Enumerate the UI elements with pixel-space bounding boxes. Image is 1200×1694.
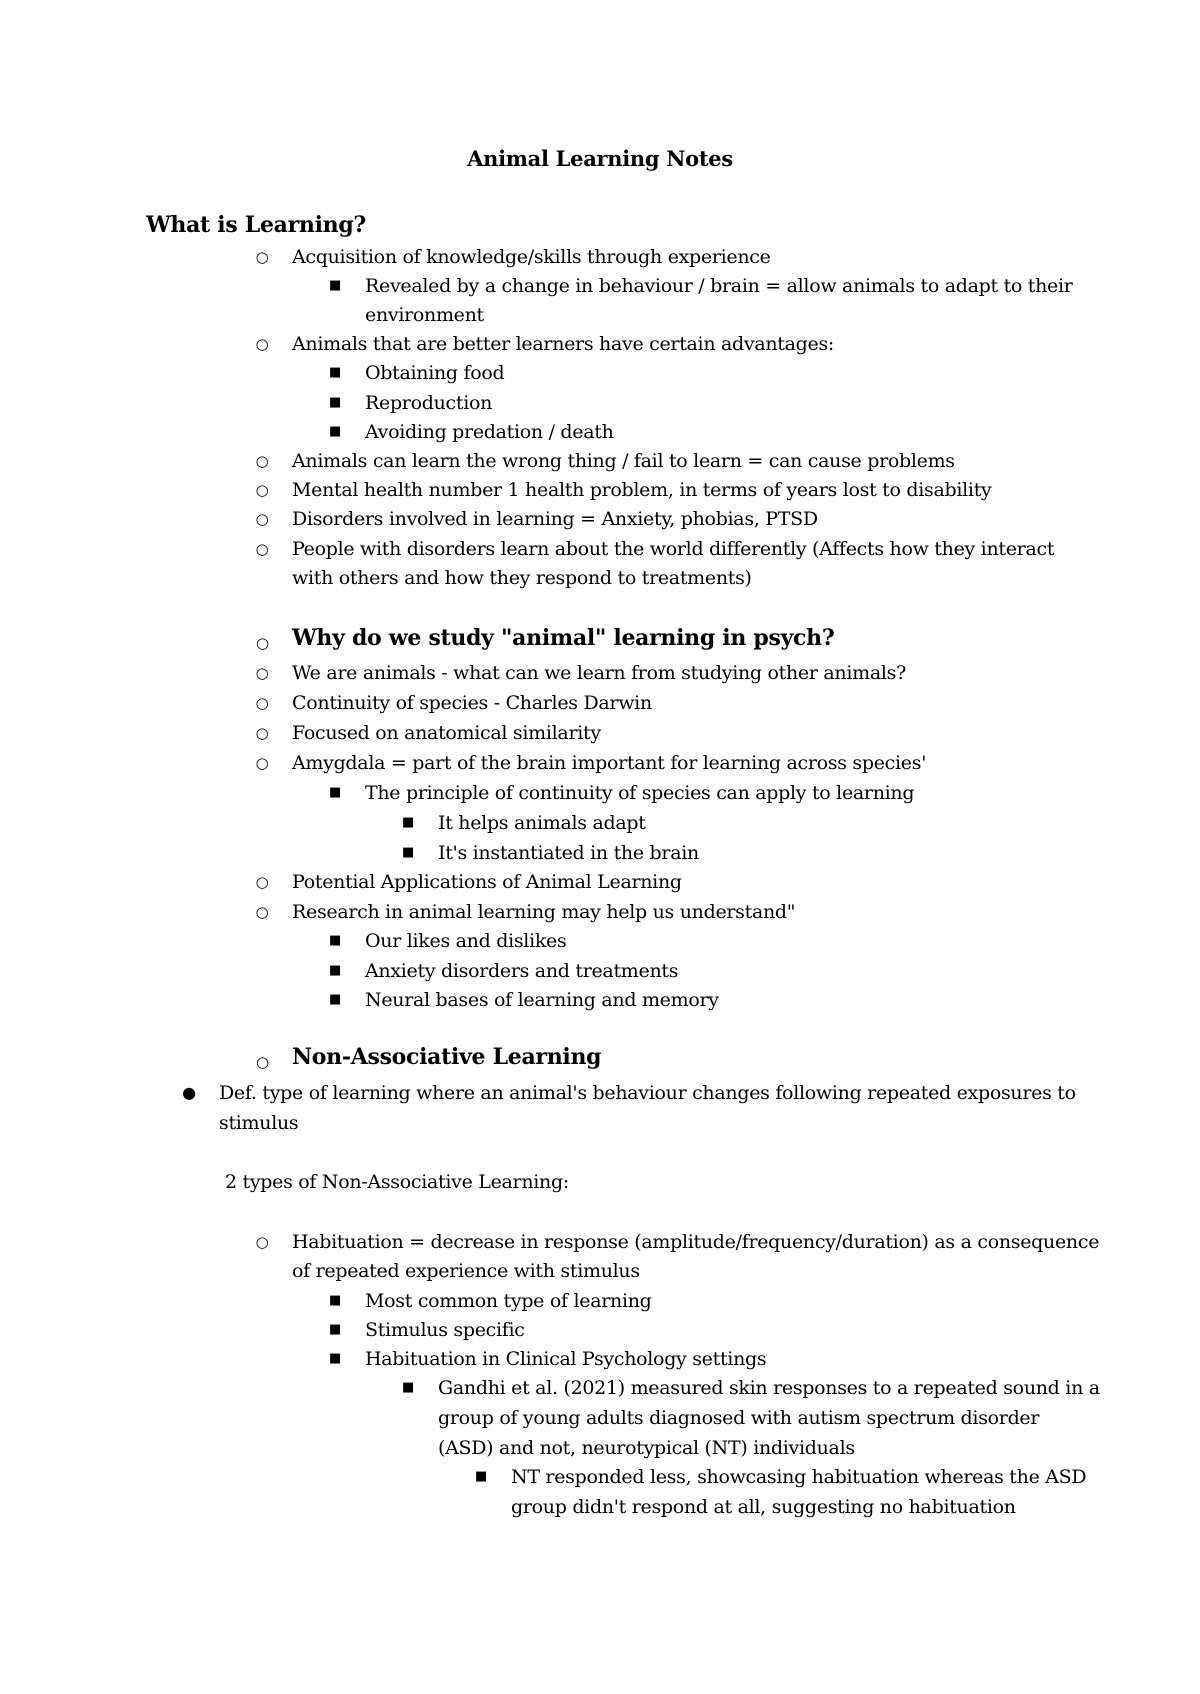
hollow-circle-bullet-icon: ○ <box>255 754 269 772</box>
square-bullet-icon: ■ <box>329 424 341 439</box>
hollow-circle-bullet-icon: ○ <box>255 724 269 742</box>
hollow-circle-bullet-icon: ○ <box>255 903 269 921</box>
filled-dot-bullet-icon: ● <box>182 1083 196 1102</box>
section-heading-non-associative: Non-Associative Learning <box>292 1044 602 1070</box>
square-bullet-icon: ■ <box>475 1469 487 1484</box>
page-title: Animal Learning Notes <box>467 146 733 171</box>
hollow-circle-bullet-icon: ○ <box>255 481 269 499</box>
square-bullet-icon: ■ <box>329 1351 341 1366</box>
document-page: Animal Learning Notes What is Learning? ○ Acquisition of knowledge/skills through experience ■ Revealed by a change in behaviour / brain = allow animals to adapt to their environment ○ Animals that are better learners have certain advantages: ■ Obtaining food ■ Reproduction ■ Avoiding predation / death ○ Animals can learn the wrong thing / fail to learn = can cause problems ○ Mental health number 1 health problem, in terms of years lost to disability ○ Disorders involved in learning = Anxiety, phobias, PTSD ○ People with disorders learn about the world differently (Affects how they interact with others and how they respond to treatments) ○ Why do we study "animal" learning in psych? ○ We are animals - what can we learn from studying other animals? ○ Continuity of species - Charles Darwin ○ Focused on anatomical similarity ○ Amygdala = part of the brain important for learning across species' ■ The principle of continuity of species can apply to learning ■ It helps animals adapt ■ It's instantiated in the brain ○ Potential Applications of Animal Learning ○ Research in animal learning may help us understand" ■ Our likes and dislikes ■ Anxiety disorders and treatments ■ Neural bases of learning and memory ○ Non-Associative Learning ● Def. type of learning where an animal's behaviour changes following repeated exposures to stimulus 2 types of Non-Associative Learning: ○ Habituation = decrease in response (amplitude/frequency/duration) as a consequence of repeated experience with stimulus ■ Most common type of learning ■ Stimulus specific ■ Habituation in Clinical Psychology settings ■ Gandhi et al. (2021) measured skin responses to a repeated sound in a group of young adults diagnosed with autism spectrum disorder (ASD) and not, neurotypical (NT) individuals ■ NT responded less, showcasing habituation whereas the ASD group didn't respond at all, suggesting no habituation <box>0 0 1200 1694</box>
dotted-circle-bullet-icon: ○ <box>256 1053 269 1071</box>
square-bullet-icon: ■ <box>329 992 341 1007</box>
section-heading-why-study: Why do we study "animal" learning in psych? <box>292 625 835 651</box>
square-bullet-icon: ■ <box>329 785 341 800</box>
hollow-circle-bullet-icon: ○ <box>255 873 269 891</box>
dotted-circle-bullet-icon: ○ <box>256 634 269 652</box>
hollow-circle-bullet-icon: ○ <box>255 510 269 528</box>
hollow-circle-bullet-icon: ○ <box>255 335 269 353</box>
square-bullet-icon: ■ <box>329 1293 341 1308</box>
square-bullet-icon: ■ <box>329 933 341 948</box>
hollow-circle-bullet-icon: ○ <box>255 694 269 712</box>
square-bullet-icon: ■ <box>402 815 414 830</box>
square-bullet-icon: ■ <box>329 278 341 293</box>
hollow-circle-bullet-icon: ○ <box>255 664 269 682</box>
square-bullet-icon: ■ <box>329 1322 341 1337</box>
square-bullet-icon: ■ <box>329 365 341 380</box>
hollow-circle-bullet-icon: ○ <box>255 452 269 470</box>
square-bullet-icon: ■ <box>329 963 341 978</box>
hollow-circle-bullet-icon: ○ <box>255 1233 269 1251</box>
section-heading-what-is-learning: What is Learning? <box>146 212 367 238</box>
square-bullet-icon: ■ <box>402 1380 414 1395</box>
square-bullet-icon: ■ <box>329 395 341 410</box>
hollow-circle-bullet-icon: ○ <box>255 540 269 558</box>
hollow-circle-bullet-icon: ○ <box>255 248 269 266</box>
square-bullet-icon: ■ <box>402 845 414 860</box>
